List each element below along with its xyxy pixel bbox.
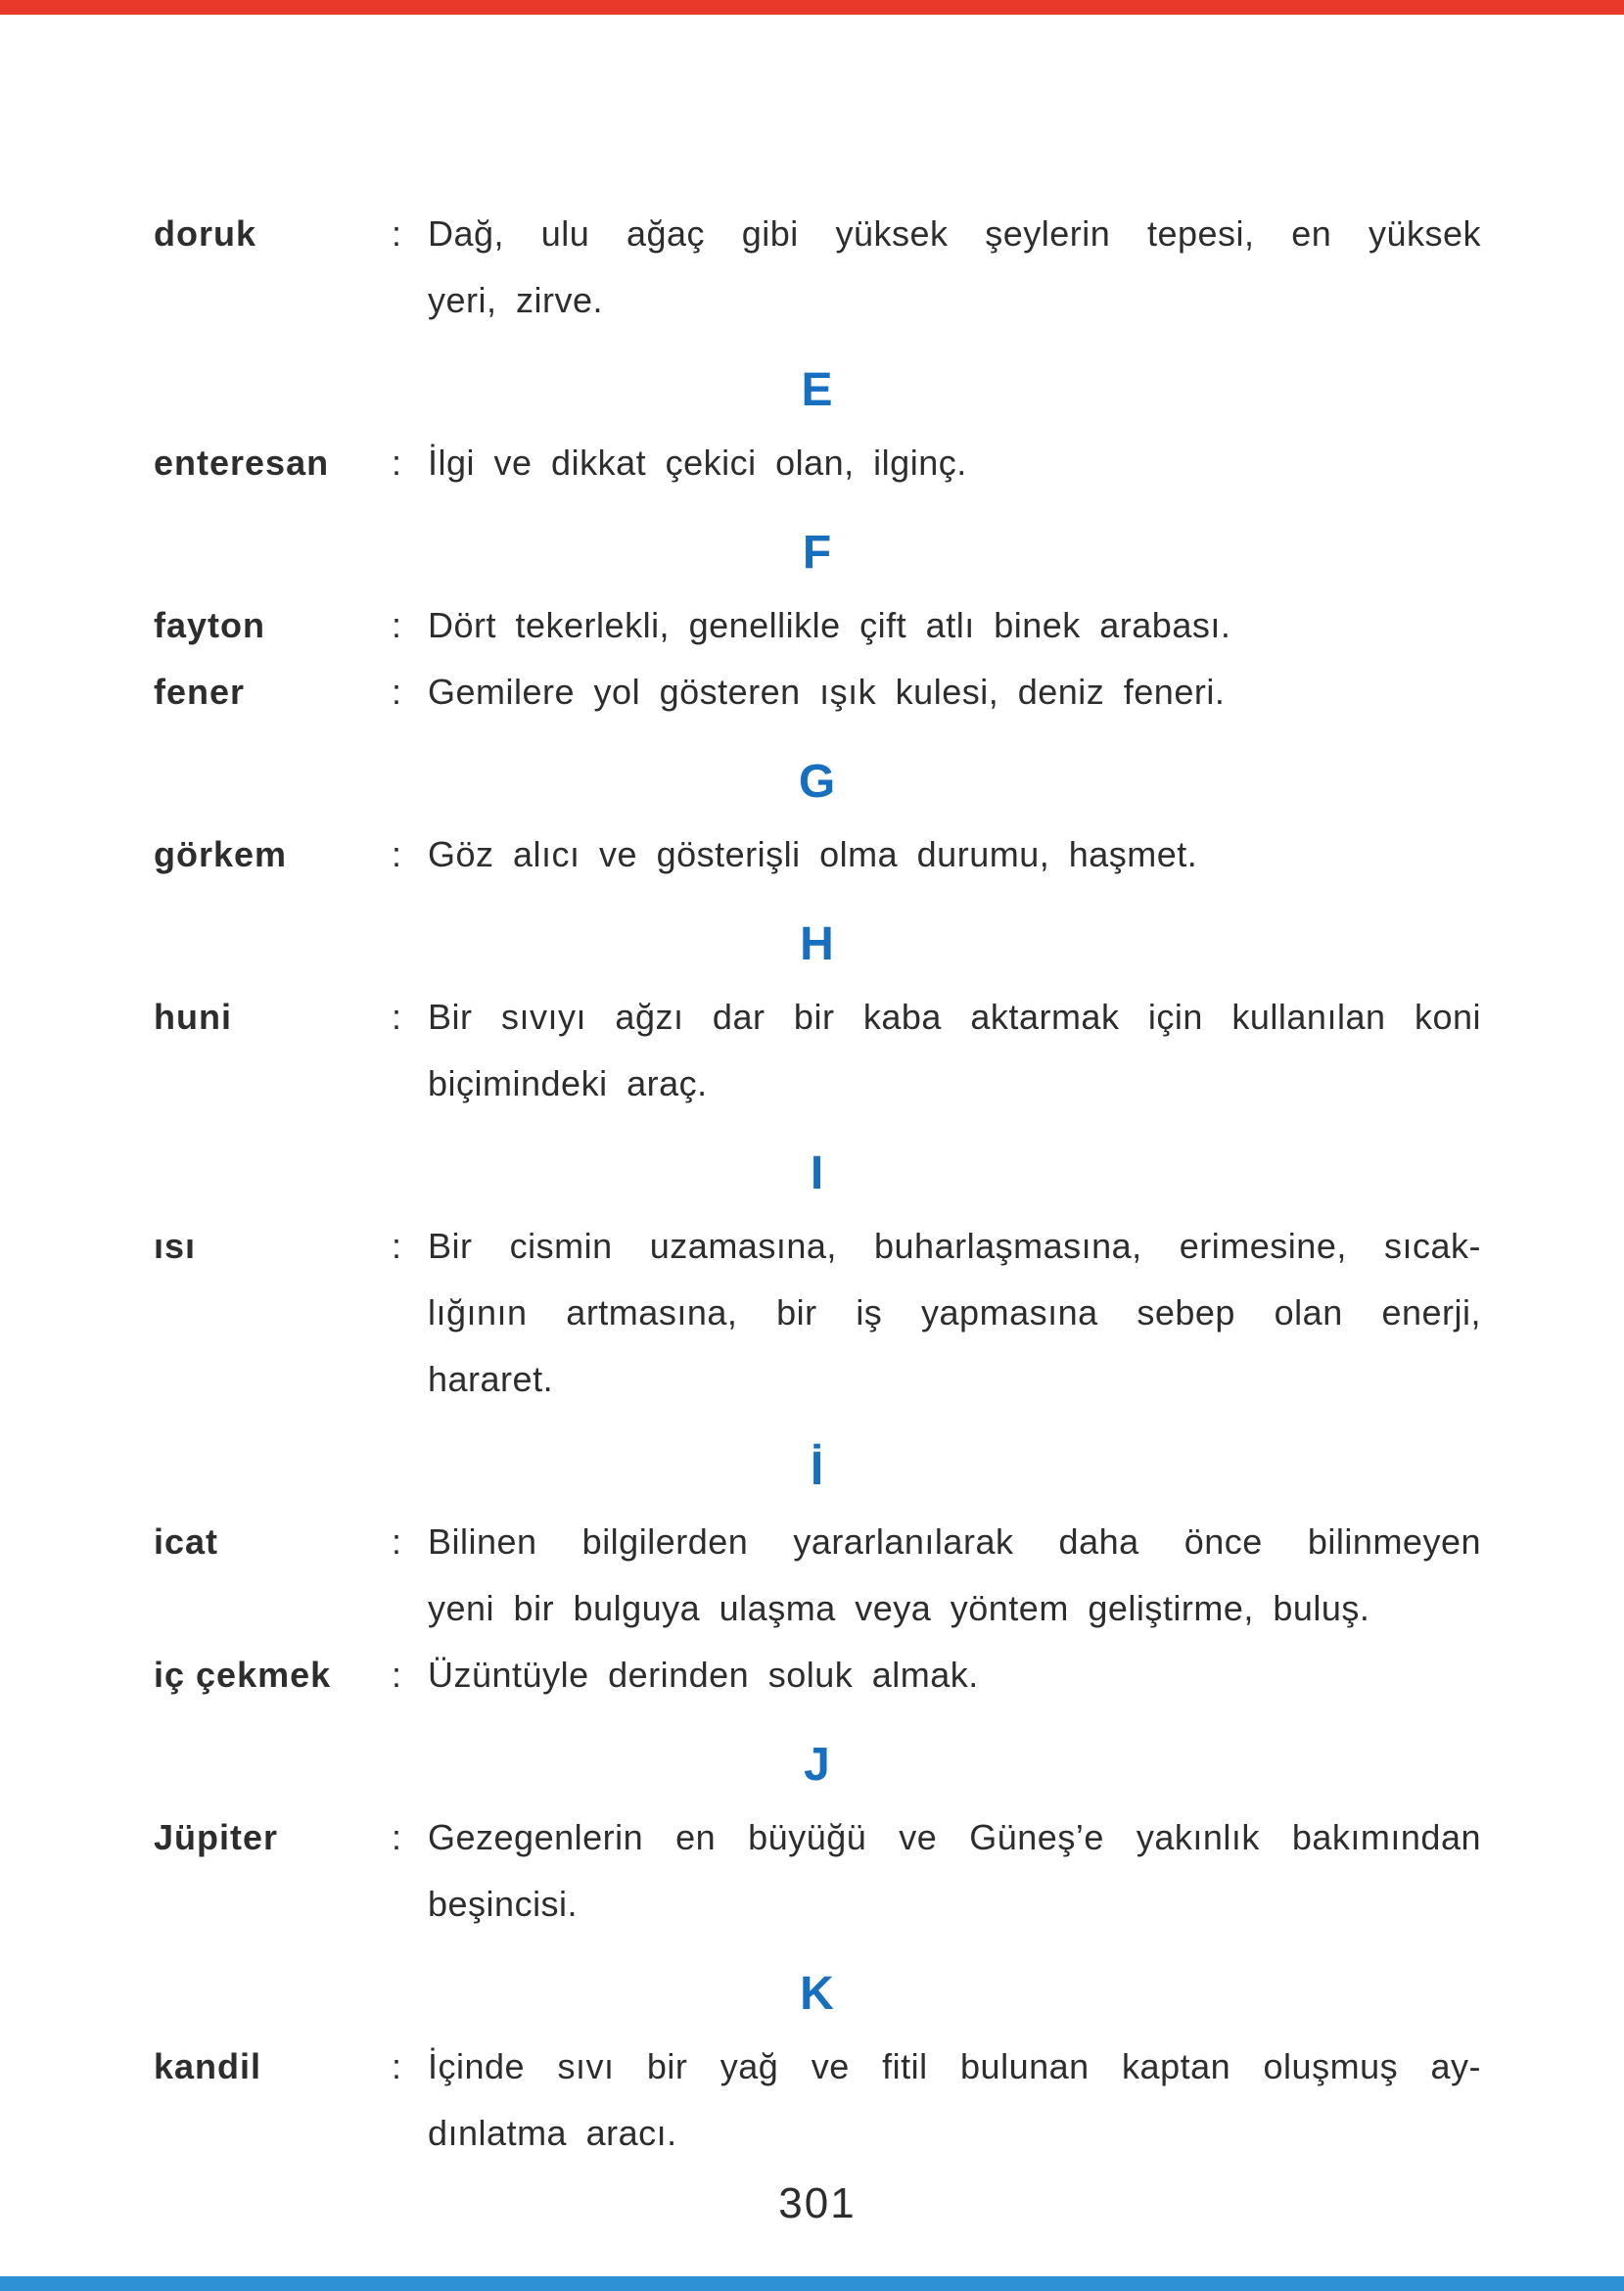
entry-word: huni [154,997,232,1037]
entry-colon: : [392,997,402,1037]
definition-line: dınlatma aracı. [428,2113,677,2153]
entry-definition [428,430,1481,496]
section-letter-İ: İ [810,1443,825,1495]
entry-word: iç çekmek [154,1655,332,1695]
definition-line: Bilinen bilgilerden yararlanılarak daha önce bilinmeyen [428,1521,1481,1562]
entry-word: fener [154,672,246,712]
definition-line: Üzüntüyle derinden soluk almak. [428,1655,979,1695]
definition-line: lığının artmasına, bir iş yapmasına sebep olan enerji, [428,1292,1481,1333]
section-letter-G: G [798,756,837,808]
entry-colon: : [392,1655,402,1695]
entry-word: Jüpiter [154,1817,279,1857]
definition-line: İlgi ve dikkat çekici olan, ilginç. [428,443,967,483]
entry-colon: : [392,2046,402,2086]
section-letter-H: H [800,918,835,970]
section-letter-F: F [802,527,833,579]
entry-definition [428,592,1481,659]
entry-definition [428,984,1481,1117]
entry-colon: : [392,213,402,254]
entry-definition [428,1509,1481,1642]
entry-colon: : [392,834,402,874]
entry-colon: : [392,1226,402,1266]
definition-line: Gemilere yol gösteren ışık kulesi, deniz feneri. [428,672,1226,712]
glossary-entry [154,1804,1481,1938]
definition-line: Dört tekerlekli, genellikle çift atlı binek arabası. [428,605,1231,645]
definition-line: yeni bir bulguya ulaşma veya yöntem geliştirme, buluş. [428,1588,1370,1628]
entry-word: doruk [154,213,257,254]
entry-definition [428,1804,1481,1938]
entry-definition [428,1213,1481,1413]
definition-line: Gezegenlerin en büyüğü ve Güneş’e yakınlık bakımından [428,1817,1481,1857]
entry-colon: : [392,443,402,483]
definition-line: Bir sıvıyı ağzı dar bir kaba aktarmak için kullanılan koni [428,997,1481,1037]
entry-definition [428,659,1481,725]
entry-definition [428,1642,1481,1708]
glossary-entry [154,821,1481,888]
definition-line: Dağ, ulu ağaç gibi yüksek şeylerin tepesi, en yüksek [428,213,1481,254]
entry-word: icat [154,1521,219,1562]
bottom-edge-bar [0,2276,1624,2291]
glossary-entry [154,430,1481,496]
definition-line: Bir cismin uzamasına, buharlaşmasına, erimesine, sıcak- [428,1226,1481,1266]
entry-word: enteresan [154,443,330,483]
entry-colon: : [392,1521,402,1562]
glossary-entry [154,2034,1481,2167]
glossary-entry [154,1509,1481,1642]
definition-line: beşincisi. [428,1884,579,1924]
definition-line: hararet. [428,1359,554,1399]
section-letter-J: J [804,1739,831,1791]
section-letter-K: K [800,1968,835,2020]
entry-colon: : [392,1817,402,1857]
entry-colon: : [392,672,402,712]
section-letter-E: E [801,364,834,416]
entry-definition [428,2034,1481,2167]
glossary-entry [154,1213,1481,1413]
entry-word: görkem [154,834,288,874]
definition-line: yeri, zirve. [428,280,604,320]
definition-line: Göz alıcı ve gösterişli olma durumu, haşmet. [428,834,1198,874]
glossary-entry [154,659,1481,725]
definition-line: biçimindeki araç. [428,1063,708,1103]
glossary-entry [154,592,1481,659]
glossary-entry [154,1642,1481,1708]
definition-line: İçinde sıvı bir yağ ve fitil bulunan kaptan oluşmuş ay- [428,2046,1481,2086]
entry-word: fayton [154,605,265,645]
glossary-list [154,201,1481,2167]
glossary-entry [154,984,1481,1117]
entry-colon: : [392,605,402,645]
entry-definition [428,201,1481,334]
page-number: 301 [778,2179,857,2227]
entry-word: ısı [154,1226,197,1266]
glossary-entry [154,201,1481,334]
entry-definition [428,821,1481,888]
section-letter-I: I [810,1147,825,1199]
entry-word: kandil [154,2046,262,2086]
